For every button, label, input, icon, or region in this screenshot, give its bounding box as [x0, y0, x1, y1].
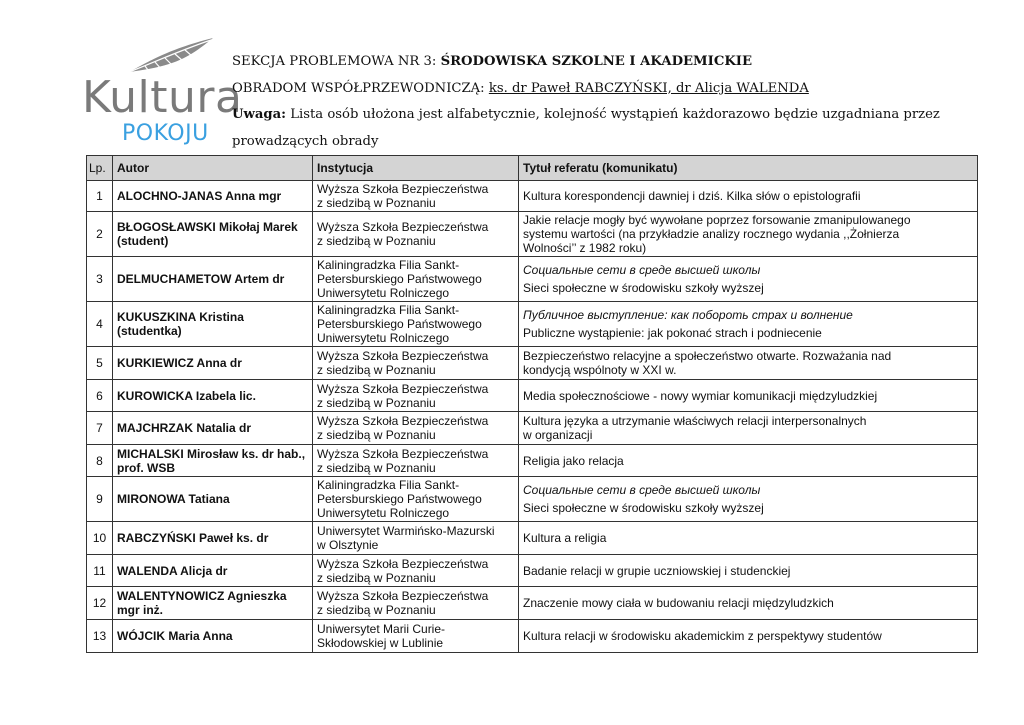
feather-icon	[125, 36, 217, 76]
author-cell: MAJCHRZAK Natalia dr	[113, 412, 313, 445]
row-number: 11	[87, 555, 113, 587]
title-cell: Media społecznościowe - nowy wymiar komunikacji międzyludzkiej	[519, 380, 978, 412]
title-russian: Социальные сети в среде высшей школы	[523, 263, 761, 277]
col-lp: Lp.	[87, 156, 113, 181]
author-cell: KUROWICKA Izabela lic.	[113, 380, 313, 412]
author-cell: WALENTYNOWICZ Agnieszka mgr inż.	[113, 587, 313, 620]
section-name: ŚRODOWISKA SZKOLNE I AKADEMICKIE	[440, 54, 753, 69]
chairs-names: ks. dr Paweł RABCZYŃSKI, dr Alicja WALENDA	[488, 80, 809, 96]
row-number: 9	[87, 477, 113, 522]
row-number: 4	[87, 302, 113, 347]
row-number: 13	[87, 620, 113, 653]
institution-cell: Kaliningradzka Filia Sankt- Petersburskiego Państwowego Uniwersytetu Rolniczego	[313, 477, 519, 522]
table-row	[87, 477, 978, 522]
author-cell: MICHALSKI Mirosław ks. dr hab., prof. WSB	[113, 445, 313, 477]
speakers-table	[86, 155, 978, 653]
table-row	[87, 257, 978, 302]
author-cell: BŁOGOSŁAWSKI Mikołaj Marek (student)	[113, 212, 313, 257]
institution-cell: Uniwersytet Warmińsko-Mazurski w Olsztynie	[313, 522, 519, 555]
title-cell: Социальные сети в среде высшей школы Sieci społeczne w środowisku szkoły wyższej	[519, 257, 978, 302]
title-cell: Bezpieczeństwo relacyjne a społeczeństwo otwarte. Rozważania nad kondycją wspólnoty w XXI w.	[519, 347, 978, 380]
col-instytucja: Instytucja	[313, 156, 519, 181]
table-row	[87, 587, 978, 620]
title-cell: Badanie relacji w grupie uczniowskiej i studenckiej	[519, 555, 978, 587]
title-cell: Публичное выступление: как побороть страх и волнение Publiczne wystąpienie: jak pokonać strach i podniecenie	[519, 302, 978, 347]
table-row	[87, 181, 978, 212]
table-row	[87, 412, 978, 445]
title-cell: Kultura relacji w środowisku akademickim z perspektywy studentów	[519, 620, 978, 653]
table-row	[87, 212, 978, 257]
section-title: SEKCJA PROBLEMOWA NR 3: ŚRODOWISKA SZKOLNE I AKADEMICKIE	[232, 54, 753, 69]
title-cell: Jakie relacje mogły być wywołane poprzez forsowanie zmanipulowanego systemu wartości (na przykładzie analizy rocznego wydania ,,Żołnierza Wolności’’ z 1982 roku)	[519, 212, 978, 257]
title-russian: Социальные сети в среде высшей школы	[523, 483, 761, 497]
note-line-continued: prowadzących obrady	[232, 133, 379, 149]
logo-wordmark: Kultura	[82, 72, 243, 123]
institution-cell: Wyższa Szkoła Bezpieczeństwa z siedzibą w Poznaniu	[313, 347, 519, 380]
chairs-line: OBRADOM WSPÓŁPRZEWODNICZĄ: ks. dr Paweł RABCZYŃSKI, dr Alicja WALENDA	[232, 80, 809, 96]
row-number: 10	[87, 522, 113, 555]
row-number: 2	[87, 212, 113, 257]
title-cell: Kultura korespondencji dawniej i dziś. Kilka słów o epistolografii	[519, 181, 978, 212]
col-tytul: Tytuł referatu (komunikatu)	[519, 156, 978, 181]
institution-cell: Wyższa Szkoła Bezpieczeństwa z siedzibą w Poznaniu	[313, 380, 519, 412]
title-cell: Religia jako relacja	[519, 445, 978, 477]
author-cell: RABCZYŃSKI Paweł ks. dr	[113, 522, 313, 555]
author-cell: KURKIEWICZ Anna dr	[113, 347, 313, 380]
col-autor: Autor	[113, 156, 313, 181]
table-row	[87, 620, 978, 653]
institution-cell: Kaliningradzka Filia Sankt- Petersburskiego Państwowego Uniwersytetu Rolniczego	[313, 302, 519, 347]
row-number: 7	[87, 412, 113, 445]
row-number: 5	[87, 347, 113, 380]
title-cell: Znaczenie mowy ciała w budowaniu relacji międzyludzkich	[519, 587, 978, 620]
session-header	[232, 49, 992, 155]
author-cell: ALOCHNO-JANAS Anna mgr	[113, 181, 313, 212]
table-row	[87, 380, 978, 412]
row-number: 3	[87, 257, 113, 302]
institution-cell: Wyższa Szkoła Bezpieczeństwa z siedzibą w Poznaniu	[313, 412, 519, 445]
note-line: Uwaga: Lista osób ułożona jest alfabetycznie, kolejność wystąpień każdorazowo będzie uzgadniana przez	[232, 107, 940, 122]
title-cell: Социальные сети в среде высшей школы Sieci społeczne w środowisku szkoły wyższej	[519, 477, 978, 522]
logo-subtitle: POKOJU	[122, 121, 209, 146]
table-row	[87, 555, 978, 587]
kultura-pokoju-logo	[80, 36, 243, 148]
row-number: 12	[87, 587, 113, 620]
table-header-row	[87, 156, 978, 181]
author-cell: DELMUCHAMETOW Artem dr	[113, 257, 313, 302]
table-row	[87, 522, 978, 555]
title-russian: Публичное выступление: как побороть страх и волнение	[523, 308, 853, 322]
institution-cell: Wyższa Szkoła Bezpieczeństwa z siedzibą w Poznaniu	[313, 555, 519, 587]
table-row	[87, 445, 978, 477]
author-cell: WÓJCIK Maria Anna	[113, 620, 313, 653]
title-cell: Kultura języka a utrzymanie właściwych relacji interpersonalnych w organizacji	[519, 412, 978, 445]
table-body	[87, 181, 978, 653]
row-number: 6	[87, 380, 113, 412]
institution-cell: Kaliningradzka Filia Sankt- Petersburskiego Państwowego Uniwersytetu Rolniczego	[313, 257, 519, 302]
institution-cell: Wyższa Szkoła Bezpieczeństwa z siedzibą w Poznaniu	[313, 445, 519, 477]
institution-cell: Uniwersytet Marii Curie- Skłodowskiej w Lublinie	[313, 620, 519, 653]
title-cell: Kultura a religia	[519, 522, 978, 555]
author-cell: KUKUSZKINA Kristina (studentka)	[113, 302, 313, 347]
row-number: 1	[87, 181, 113, 212]
author-cell: MIRONOWA Tatiana	[113, 477, 313, 522]
institution-cell: Wyższa Szkoła Bezpieczeństwa z siedzibą w Poznaniu	[313, 587, 519, 620]
row-number: 8	[87, 445, 113, 477]
institution-cell: Wyższa Szkoła Bezpieczeństwa z siedzibą w Poznaniu	[313, 181, 519, 212]
author-cell: WALENDA Alicja dr	[113, 555, 313, 587]
note-label: Uwaga:	[232, 107, 287, 122]
table-row	[87, 347, 978, 380]
institution-cell: Wyższa Szkoła Bezpieczeństwa z siedzibą w Poznaniu	[313, 212, 519, 257]
table-row	[87, 302, 978, 347]
